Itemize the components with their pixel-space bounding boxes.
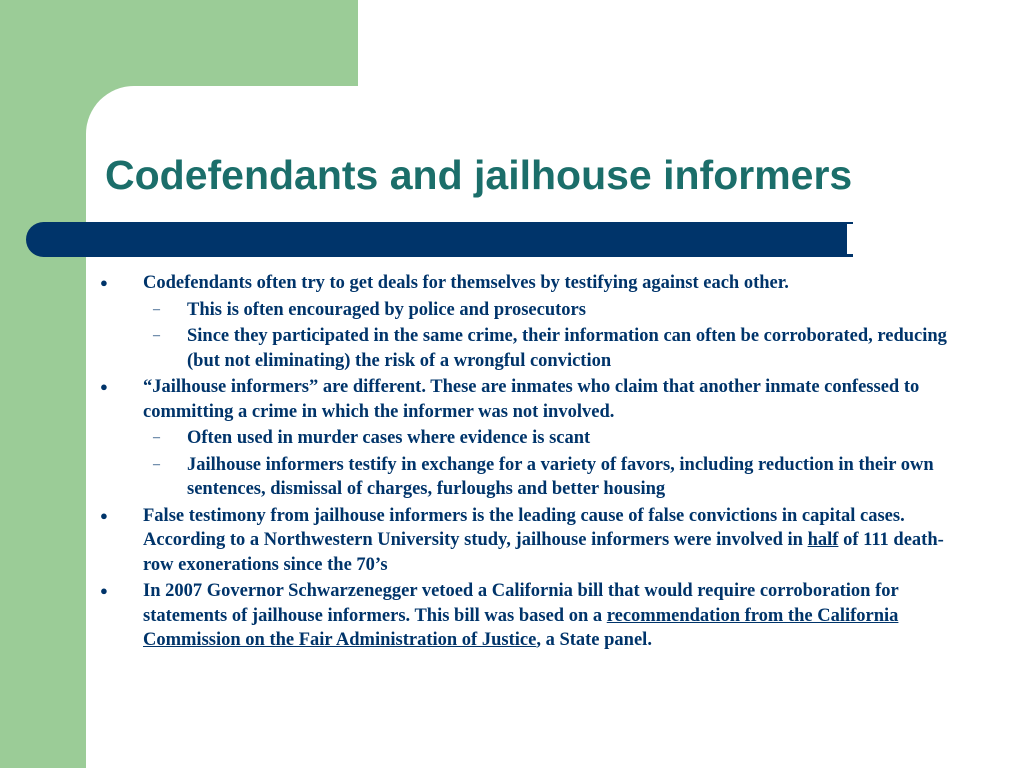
bullet-text-part: of 111 death-row exonerations since the 70’s: [143, 530, 944, 575]
bullet-text-part: False testimony from jailhouse informers is the leading cause of false convictions in capital cases. According to a Northwestern University study, jailhouse informers were involved in: [143, 505, 905, 550]
bullet-dot-icon: ●: [100, 379, 108, 394]
bullet-item: [100, 504, 960, 578]
sub-bullet-item: [100, 453, 960, 502]
bullet-dot-icon: ●: [100, 583, 108, 598]
sub-bullet-item: [100, 324, 960, 373]
sub-bullet-text: Since they participated in the same crime, their information can often be corroborated, reducing (but not eliminating) the risk of a wrongful conviction: [187, 326, 947, 371]
dash-icon: –: [153, 301, 160, 317]
dash-icon: –: [153, 430, 160, 445]
title-underline-bar: [26, 222, 853, 257]
sub-bullet-item: [100, 298, 960, 323]
bullet-item: [100, 375, 960, 424]
bullet-item: [100, 271, 960, 296]
slide-body: [100, 269, 960, 653]
sub-bullet-text: Jailhouse informers testify in exchange for a variety of favors, including reduction in their own sentences, dismissal of charges, furloughs and better housing: [187, 454, 934, 499]
dash-icon: –: [153, 328, 160, 343]
bullet-item: [100, 579, 960, 653]
bar-notch: [847, 224, 853, 254]
sub-bullet-text: Often used in murder cases where evidence is scant: [187, 428, 591, 448]
bullet-text: Codefendants often try to get deals for themselves by testifying against each other.: [143, 273, 789, 293]
sub-bullet-text: This is often encouraged by police and prosecutors: [187, 299, 586, 320]
sub-bullet-item: [100, 426, 960, 451]
link-half[interactable]: half: [807, 530, 839, 550]
bullet-text: “Jailhouse informers” are different. These are inmates who claim that another inmate confessed to committing a crime in which the informer was not involved.: [143, 377, 920, 422]
link-commission-recommendation[interactable]: recommendation from the California Commission on the Fair Administration of Justice: [143, 605, 899, 650]
bullet-dot-icon: ●: [100, 275, 108, 290]
bullet-text-part: , a State panel.: [536, 630, 652, 650]
bullet-dot-icon: ●: [100, 507, 108, 523]
dash-icon: –: [153, 456, 160, 472]
bullet-text-part: In 2007 Governor Schwarzenegger vetoed a California bill that would require corroboration for statements of jailhouse informers. This bill was based on a: [143, 581, 899, 626]
slide-title: Codefendants and jailhouse informers: [105, 152, 853, 198]
